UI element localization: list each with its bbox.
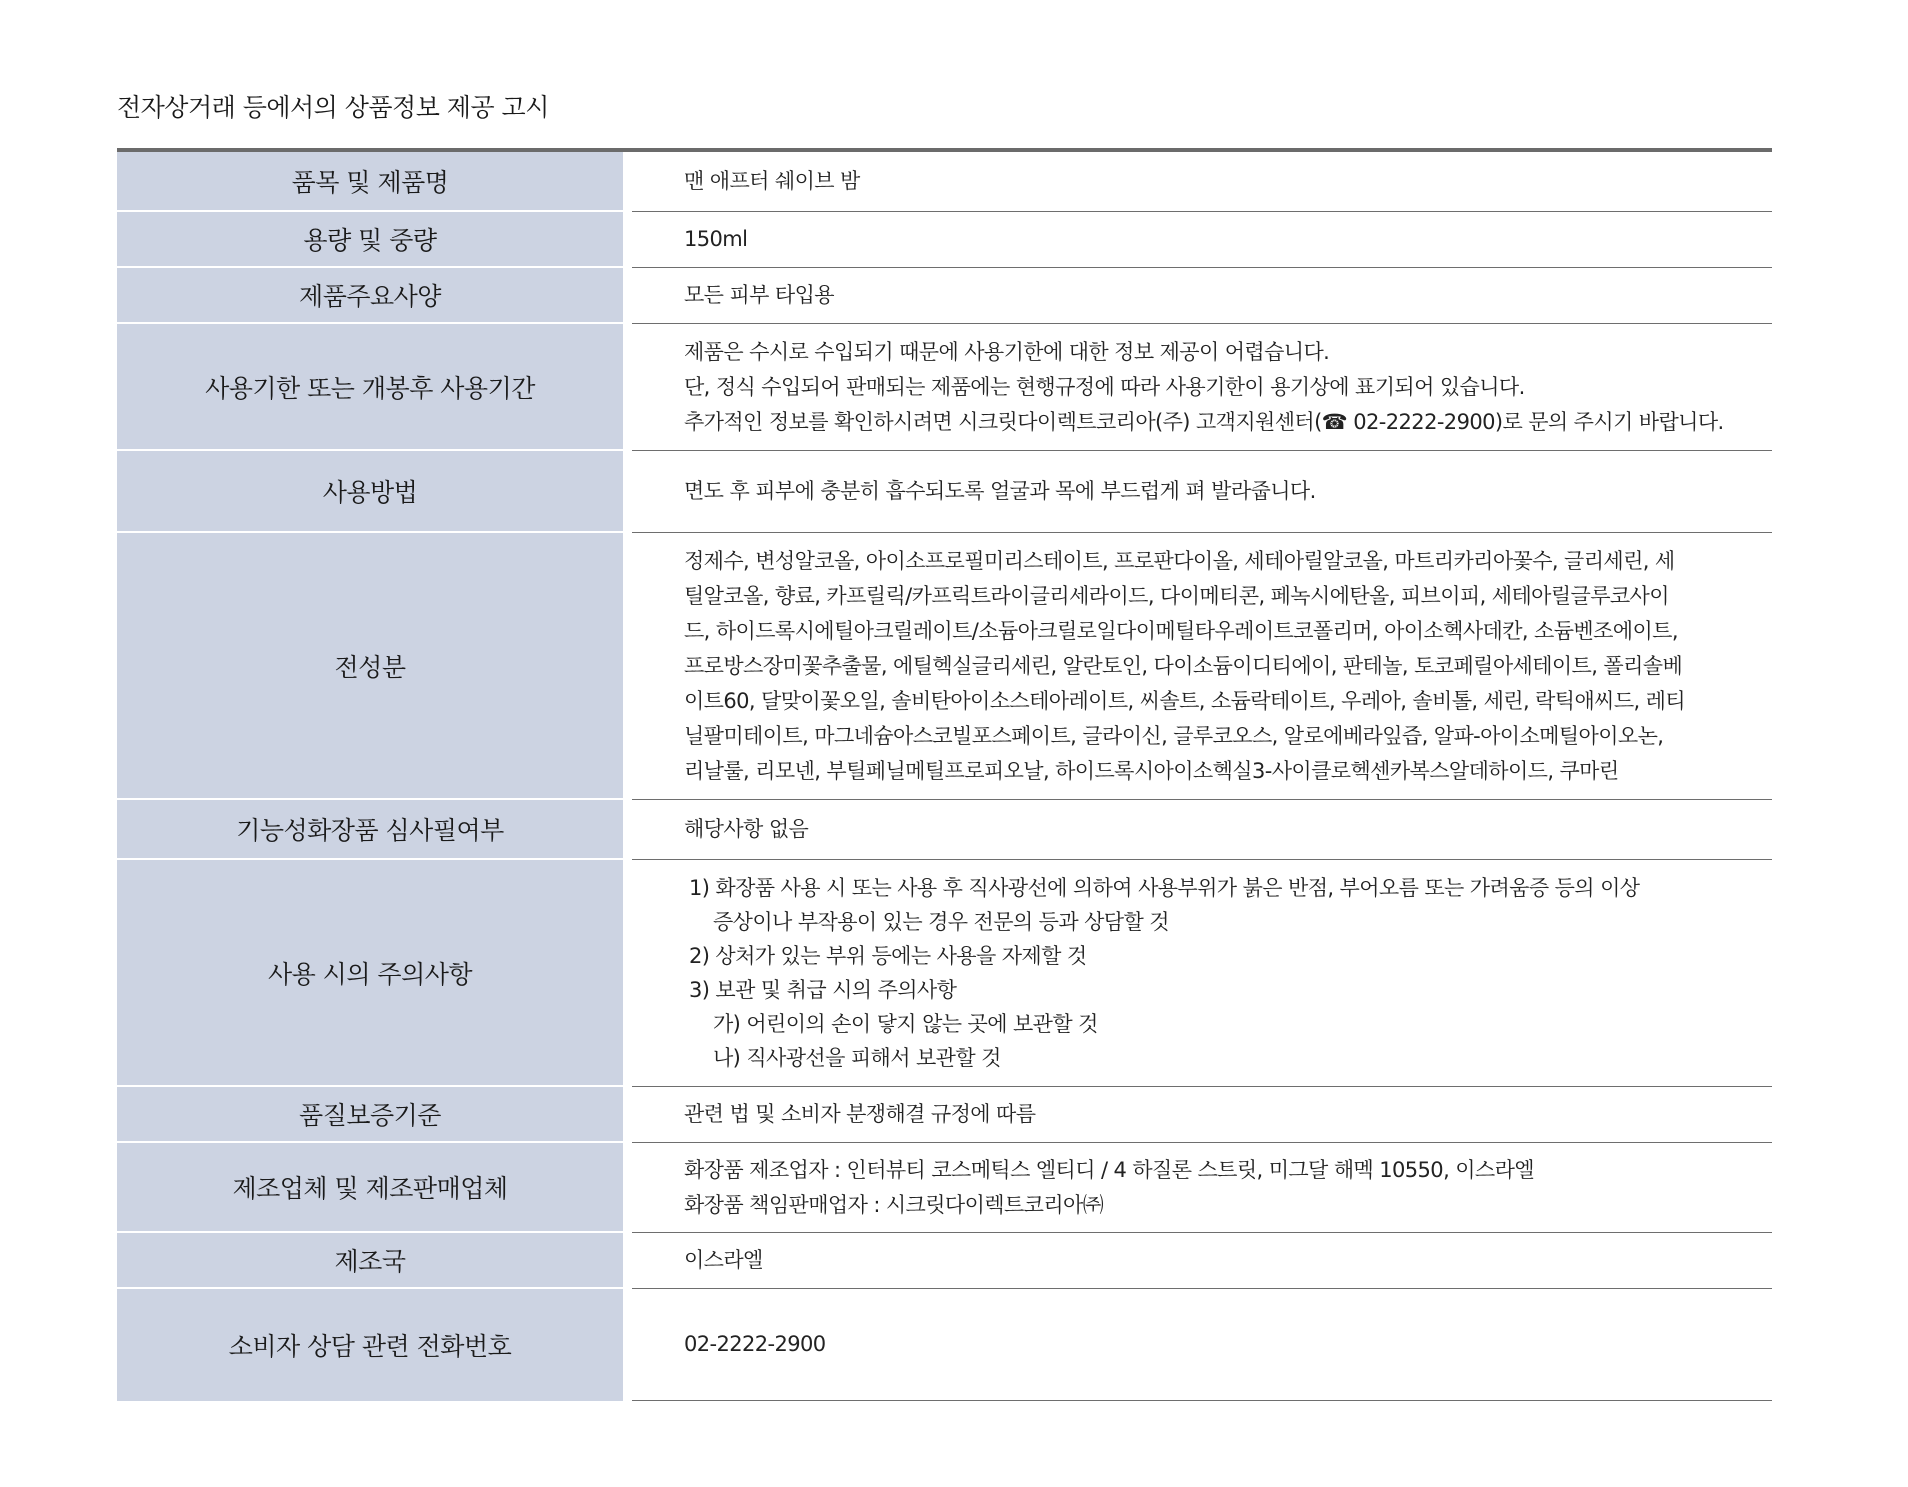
value-line: 이트60, 달맞이꽃오일, 솔비탄아이소스테아레이트, 씨솔트, 소듐락테이트, 우레아, 솔비톨, 세린, 락틱애씨드, 레티 [684, 688, 1686, 713]
value-line: 틸알코올, 향료, 카프릴릭/카프릭트라이글리세라이드, 다이메티콘, 페녹시에탄올, 피브이피, 세테아릴글루코사이 [684, 583, 1669, 608]
value-usage [632, 451, 1772, 533]
value-product-name [632, 152, 1772, 212]
value-functional-review [632, 800, 1772, 860]
label-country: 제조국 [117, 1233, 623, 1289]
label-main-spec: 제품주요사양 [117, 268, 623, 324]
label-capacity: 용량 및 중량 [117, 212, 623, 268]
value-quality-standard [632, 1087, 1772, 1143]
value-line: 1) 화장품 사용 시 또는 사용 후 직사광선에 의하여 사용부위가 붉은 반점, 부어오름 또는 가려움증 등의 이상 [689, 876, 1640, 900]
row-product-name [117, 152, 1772, 212]
label-manufacturer: 제조업체 및 제조판매업체 [117, 1143, 623, 1233]
label-quality-standard: 품질보증기준 [117, 1087, 623, 1143]
value-line: 닐팔미테이트, 마그네슘아스코빌포스페이트, 글라이신, 글루코오스, 알로에베라잎즙, 알파-아이소메틸아이오논, [684, 723, 1664, 748]
row-main-spec [117, 268, 1772, 324]
row-quality-standard [117, 1087, 1772, 1143]
value-line: 해당사항 없음 [684, 817, 809, 841]
label-expiry: 사용기한 또는 개봉후 사용기간 [117, 324, 623, 451]
value-line: 가) 어린이의 손이 닿지 않는 곳에 보관할 것 [713, 1012, 1098, 1036]
value-line: 나) 직사광선을 피해서 보관할 것 [713, 1046, 1001, 1070]
value-country [632, 1233, 1772, 1289]
value-line: 프로방스장미꽃추출물, 에틸헥실글리세린, 알란토인, 다이소듐이디티에이, 판테놀, 토코페릴아세테이트, 폴리솔베 [684, 653, 1683, 678]
value-expiry [632, 324, 1772, 451]
value-line: 제품은 수시로 수입되기 때문에 사용기한에 대한 정보 제공이 어렵습니다. [684, 339, 1330, 364]
value-line: 3) 보관 및 취급 시의 주의사항 [689, 978, 957, 1002]
label-usage: 사용방법 [117, 451, 623, 533]
value-line: 맨 애프터 쉐이브 밤 [684, 169, 860, 193]
row-usage [117, 451, 1772, 533]
row-precautions [117, 860, 1772, 1087]
value-manufacturer [632, 1143, 1772, 1233]
value-capacity [632, 212, 1772, 268]
label-precautions: 사용 시의 주의사항 [117, 860, 623, 1087]
row-functional-review [117, 800, 1772, 860]
label-functional-review: 기능성화장품 심사필여부 [117, 800, 623, 860]
row-capacity [117, 212, 1772, 268]
value-line: 추가적인 정보를 확인하시려면 시크릿다이렉트코리아(주) 고객지원센터(☎ 02-2222-2900)로 문의 주시기 바랍니다. [684, 409, 1724, 434]
value-line: 150ml [684, 227, 748, 251]
value-line: 모든 피부 타입용 [684, 283, 834, 307]
product-info-table [117, 148, 1772, 1401]
row-expiry [117, 324, 1772, 451]
label-consumer-phone: 소비자 상담 관련 전화번호 [117, 1289, 623, 1401]
value-line: 드, 하이드록시에틸아크릴레이트/소듐아크릴로일다이메틸타우레이트코폴리머, 아이소헥사데칸, 소듐벤조에이트, [684, 618, 1678, 643]
value-line: 관련 법 및 소비자 분쟁해결 규정에 따름 [684, 1102, 1036, 1126]
value-line: 정제수, 변성알코올, 아이소프로필미리스테이트, 프로판다이올, 세테아릴알코올, 마트리카리아꽃수, 글리세린, 세 [684, 548, 1675, 573]
row-country [117, 1233, 1772, 1289]
value-main-spec [632, 268, 1772, 324]
value-line: 이스라엘 [684, 1248, 763, 1272]
label-ingredients: 전성분 [117, 533, 623, 800]
value-consumer-phone [632, 1289, 1772, 1401]
value-line: 화장품 제조업자 : 인터뷰티 코스메틱스 엘티디 / 4 하질론 스트릿, 미그달 해멕 10550, 이스라엘 [684, 1157, 1534, 1182]
row-consumer-phone [117, 1289, 1772, 1401]
row-ingredients [117, 533, 1772, 800]
value-precautions [632, 860, 1772, 1087]
value-line: 02-2222-2900 [684, 1332, 826, 1356]
value-ingredients [632, 533, 1772, 800]
value-line: 리날룰, 리모넨, 부틸페닐메틸프로피오날, 하이드록시아이소헥실3-사이클로헥센카복스알데하이드, 쿠마린 [684, 758, 1619, 783]
document-title: 전자상거래 등에서의 상품정보 제공 고시 [117, 93, 549, 122]
value-line: 면도 후 피부에 충분히 흡수되도록 얼굴과 목에 부드럽게 펴 발라줍니다. [684, 479, 1316, 503]
value-line: 2) 상처가 있는 부위 등에는 사용을 자제할 것 [689, 944, 1087, 968]
value-line: 단, 정식 수입되어 판매되는 제품에는 현행규정에 따라 사용기한이 용기상에 표기되어 있습니다. [684, 374, 1525, 399]
label-product-name: 품목 및 제품명 [117, 152, 623, 212]
value-line: 화장품 책임판매업자 : 시크릿다이렉트코리아㈜ [684, 1192, 1104, 1217]
row-manufacturer [117, 1143, 1772, 1233]
value-line: 증상이나 부작용이 있는 경우 전문의 등과 상담할 것 [713, 910, 1169, 934]
